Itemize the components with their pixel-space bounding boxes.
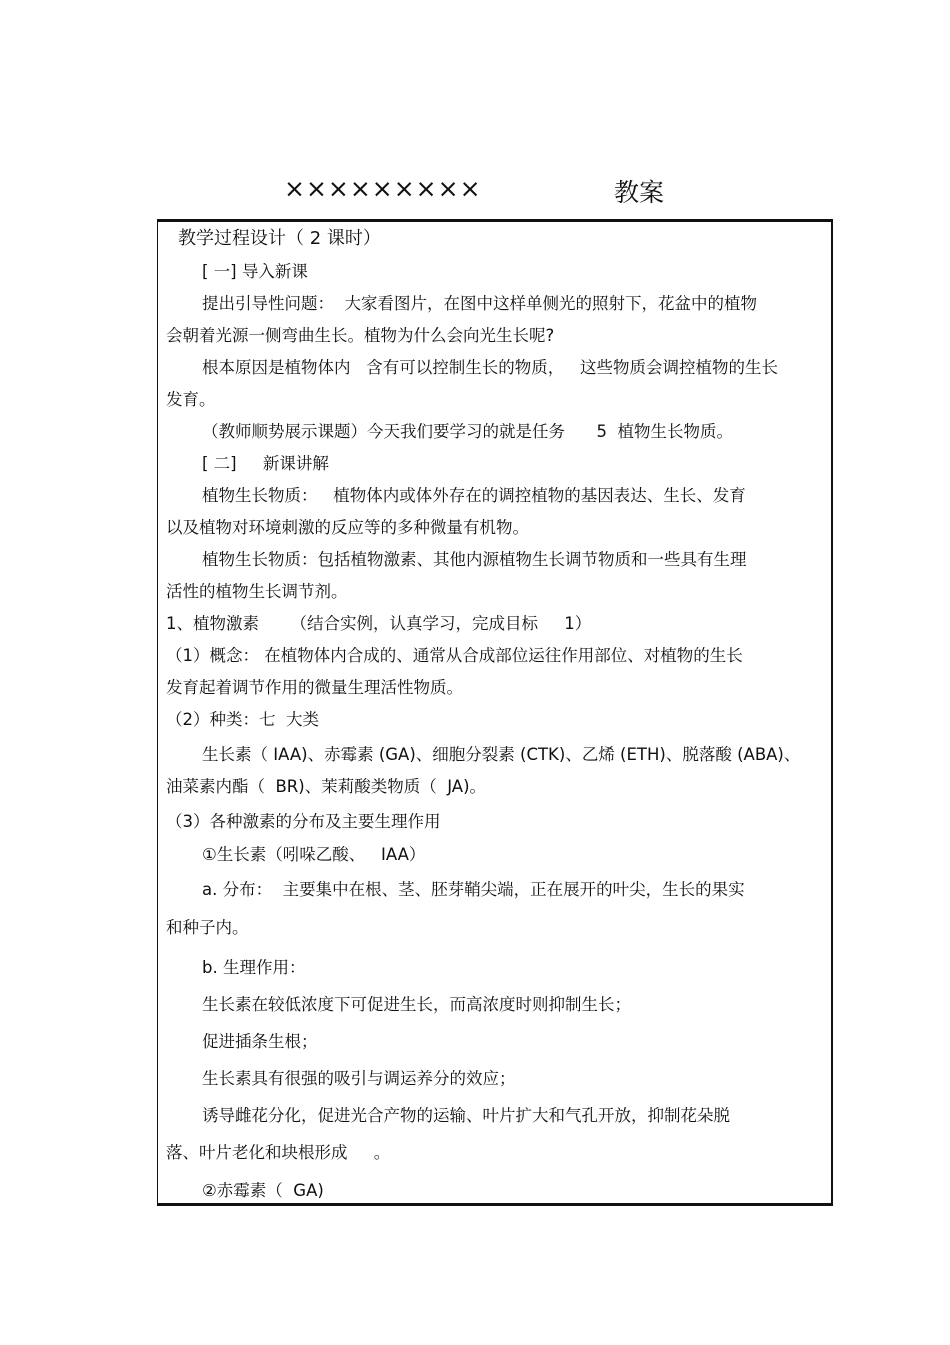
paragraph-line: 诱导雌花分化，促进光合产物的运输、叶片扩大和气孔开放，抑制花朵脱 bbox=[202, 1106, 730, 1125]
paragraph-line: b. 生理作用： bbox=[202, 958, 306, 977]
paragraph-line: 根本原因是植物体内 含有可以控制生长的物质， 这些物质会调控植物的生长 bbox=[202, 358, 778, 377]
paragraph-line: ①生长素（吲哚乙酸、 IAA） bbox=[202, 845, 426, 864]
paragraph-line: 油菜素内酯（ BR)、茉莉酸类物质（ JA)。 bbox=[166, 777, 487, 796]
document-title: 教案 bbox=[614, 178, 665, 207]
paragraph-line: 植物生长物质： 植物体内或体外存在的调控植物的基因表达、生长、发育 bbox=[202, 486, 746, 505]
paragraph-line: 促进插条生根； bbox=[202, 1032, 318, 1051]
numbered-heading: 1、植物激素 （结合实例，认真学习，完成目标 1） bbox=[166, 614, 592, 633]
paragraph-line: 提出引导性问题： 大家看图片，在图中这样单侧光的照射下，花盆中的植物 bbox=[202, 294, 757, 313]
subheading-new-lesson: [ 二] 新课讲解 bbox=[202, 454, 329, 473]
paragraph-line: 生长素具有很强的吸引与调运养分的效应； bbox=[202, 1069, 516, 1088]
paragraph-line: 发育起着调节作用的微量生理活性物质。 bbox=[166, 678, 463, 697]
paragraph-line: 落、叶片老化和块根形成 。 bbox=[166, 1143, 391, 1162]
paragraph-line: 植物生长物质：包括植物激素、其他内源植物生长调节物质和一些具有生理 bbox=[202, 550, 747, 569]
paragraph-line: 活性的植物生长调节剂。 bbox=[166, 582, 348, 601]
paragraph-line: ②赤霉素（ GA) bbox=[202, 1181, 324, 1200]
paragraph-line: （1）概念： 在植物体内合成的、通常从合成部位运往作用部位、对植物的生长 bbox=[166, 646, 743, 665]
document-title-placeholder: ××××××××× bbox=[284, 174, 482, 203]
section-heading: 教学过程设计（ 2 课时） bbox=[178, 228, 381, 249]
paragraph-line: 和种子内。 bbox=[166, 918, 249, 937]
paragraph-line: 会朝着光源一侧弯曲生长。植物为什么会向光生长呢? bbox=[166, 326, 555, 345]
paragraph-line: （教师顺势展示课题）今天我们要学习的就是任务 5 植物生长物质。 bbox=[202, 422, 733, 441]
paragraph-line: 生长素（ IAA)、赤霉素 (GA)、细胞分裂素 (CTK)、乙烯 (ETH)、脱落酸 (ABA)、 bbox=[202, 745, 801, 764]
paragraph-line: 生长素在较低浓度下可促进生长，而高浓度时则抑制生长； bbox=[202, 995, 631, 1014]
paragraph-line: 以及植物对环境刺激的反应等的多种微量有机物。 bbox=[166, 518, 529, 537]
subheading-intro: [ 一] 导入新课 bbox=[202, 262, 308, 281]
paragraph-line: （3）各种激素的分布及主要生理作用 bbox=[166, 812, 441, 831]
paragraph-line: （2）种类：七 大类 bbox=[166, 710, 319, 729]
paragraph-line: a. 分布： 主要集中在根、茎、胚芽鞘尖端，正在展开的叶尖，生长的果实 bbox=[202, 880, 745, 899]
paragraph-line: 发育。 bbox=[166, 390, 216, 409]
